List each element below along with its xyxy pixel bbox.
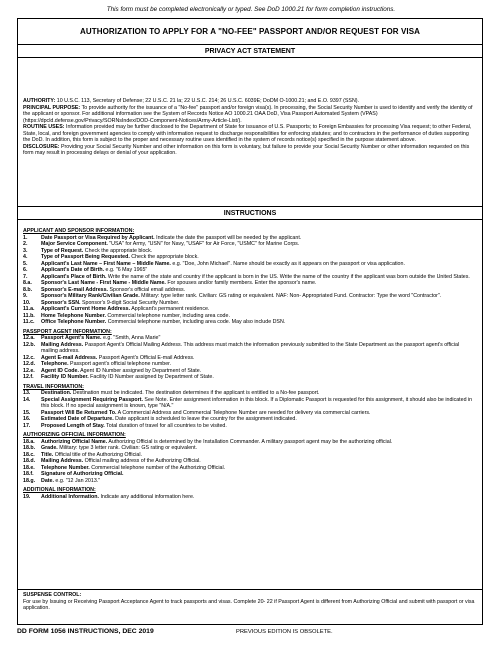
instruction-item-label: Mailing Address. (41, 458, 84, 464)
instruction-item-label: Date. (41, 477, 54, 484)
instructions-body (18, 220, 482, 590)
instruction-item-text: Commercial telephone number of the Authorizing Official. (89, 464, 226, 471)
instruction-item-label: Home Telephone Number. (41, 312, 106, 319)
instruction-item-label: Agent E-mail Address. (41, 354, 98, 361)
instruction-section-title: PASSPORT AGENT INFORMATION: (23, 328, 112, 335)
instruction-item (23, 423, 477, 430)
instruction-section-title: TRAVEL INFORMATION: (23, 383, 84, 390)
instruction-item-text: Check the appropriate block. (83, 247, 153, 254)
instruction-item-number: 2. (23, 241, 28, 247)
suspense-control (18, 590, 482, 614)
instruction-item-text: Authorizing Official is determined by the Installation Commander. A military passport agent may be the authorizing official. (107, 438, 393, 445)
instruction-item-label: Applicant's Place of Birth. (41, 273, 107, 280)
form-completion-note: This form must be completed electronically or typed. See DoD 1000.21 for form completion instructions. (106, 6, 396, 13)
instruction-section-title: AUTHORIZING OFFICIAL INFORMATION: (23, 432, 126, 438)
instructions-heading: INSTRUCTIONS (18, 207, 482, 220)
instruction-item-text: Passport Agent's Official Mailing Address. This address must match the information previously submitted to the State Department as the passport agent's official mailing address. (41, 341, 460, 354)
instruction-item-number: 8.a. (23, 280, 32, 286)
instruction-item-label: Estimated Date of Departure. (41, 416, 114, 422)
instruction-item-text: Sponsor's 9-digit Social Security Number. (80, 299, 180, 306)
instruction-item-number: 15. (23, 409, 31, 416)
instruction-item-label: Applicant's Last Name – First Name – Middle Name. (41, 260, 171, 267)
instruction-item-number: 8.b. (23, 286, 33, 293)
suspense-control-title: SUSPENSE CONTROL: (23, 592, 82, 598)
instruction-item-label: Authorizing Official Name. (41, 438, 108, 445)
instruction-item-number: 18.d. (23, 458, 36, 464)
instruction-item-text: Write the name of the state and country if the applicant is born in the US. Write the name of the country if the applicant was born outside the United States. (106, 273, 470, 280)
instruction-item-text: Passport Agent's Official E-mail Address. (97, 354, 195, 361)
instruction-item-text: Indicate the date the passport will be needed by the applicant. (154, 234, 302, 241)
instruction-item-text: Official mailing address of the Authorizing Official. (83, 458, 201, 464)
instruction-item-number: 19. (23, 493, 31, 500)
instruction-item-label: Major Service Component. (41, 241, 108, 247)
instruction-item-text: For spouses and/or family members. Enter the sponsor's name. (165, 280, 317, 286)
instruction-item-content (41, 397, 477, 410)
instruction-item-number: 11.c. (23, 319, 35, 325)
instruction-item-number: 6. (23, 267, 28, 273)
instruction-item-text: Sponsor's official email address. (108, 286, 186, 293)
instruction-item-text: Passport agent's official telephone number. (68, 361, 172, 367)
instruction-item-text: e.g. "12 Jan 2013." (53, 477, 101, 484)
instruction-item-number: 18.c. (23, 451, 35, 458)
disclosure-label: DISCLOSURE: (23, 143, 60, 150)
instruction-item-number: 12.b. (23, 341, 36, 348)
instruction-item-label: Special Assignment Requiring Passport. (41, 396, 143, 403)
form-frame (17, 18, 483, 625)
instruction-item-label: Grade. (41, 445, 58, 451)
instruction-item-text: Commercial telephone number, including area code. (105, 312, 230, 319)
routine-uses-paragraph (23, 124, 477, 144)
instruction-item-label: Destination. (41, 390, 72, 396)
instruction-item-label: Type of Request. (41, 247, 84, 254)
instruction-item-label: Office Telephone Number. (41, 319, 107, 325)
instruction-item-number: 12.f. (23, 374, 34, 380)
instruction-item-text: See Note. Enter assignment information in this block. If a Diplomatic Passport is requested for this assignment, it should also be indicated in this block. If no special assignment is known, type "N/A." (41, 396, 473, 409)
instruction-item-number: 11.b. (23, 312, 35, 319)
instruction-item (23, 319, 477, 326)
instruction-item-label: Proposed Length of Stay. (41, 422, 105, 429)
instruction-item-text: Check the appropriate block. (129, 254, 199, 260)
instruction-item-label: Sponsor's SSN. (41, 299, 81, 306)
instruction-item-number: 18.e. (23, 464, 35, 471)
instruction-item-content (41, 423, 477, 430)
instruction-item-number: 18.g. (23, 477, 36, 484)
instruction-item-label: Facility ID Number. (41, 374, 89, 380)
instruction-item-label: Title. (41, 451, 54, 458)
instruction-item (23, 397, 477, 410)
instruction-item-label: Telephone Number. (41, 464, 90, 471)
instruction-item-label: Additional Information. (41, 493, 99, 500)
instruction-item-content (41, 478, 477, 485)
principal-purpose-text: To provide authority for the issuance of a "No-fee" passport and/or foreign visa(s). In processing, the Social Security Number is used to identify and verify the identity of the applicant or sponsor. For additional information see the System of Records Notice AO 1000.21 OAA DoD, Visa Passport Automated System (VPAS) (https://dpcld.defense.gov/Privacy/SORNsIndex/DOD-Component-Notices/Army-Article-List/). (23, 104, 473, 124)
instruction-item-number: 12.a. (23, 335, 35, 341)
instruction-item-text: Military: type 3 letter rank. Civilian: GS rating or equivalent. (57, 445, 198, 451)
instruction-item (23, 342, 477, 355)
instruction-item-label: Applicant's Current Home Address. (41, 306, 131, 312)
instruction-item-text: "USA" for Army, "USN" for Navy, "USAF" for Air Force, "USMC" for Marine Corps. (107, 241, 300, 247)
instruction-item-label: Mailing Address. (41, 341, 84, 348)
instruction-section-title: APPLICANT AND SPONSOR INFORMATION: (23, 228, 135, 234)
instruction-item-number: 11.a. (23, 306, 35, 312)
privacy-act-heading: PRIVACY ACT STATEMENT (18, 45, 482, 58)
instruction-item (23, 374, 477, 381)
instruction-item-number: 14. (23, 396, 31, 403)
instruction-item-label: Type of Passport Being Requested. (41, 254, 130, 260)
routine-uses-label: ROUTINE USES: (23, 124, 65, 130)
suspense-control-text: For use by Issuing or Receiving Passport Acceptance Agent to track passports and visas. Complete 20- 22 if Passport Agent is different from Authorizing Official and submit with passport or visa application. (23, 598, 475, 611)
routine-uses-text: Information provided may be further disclosed to the Department of State for issuance of U.S. Passports; to Foreign Embassies for processing Visa request; to other Federal, State, local, and foreign government agencies to comply with information request to discharge responsibilities for enforcing statutes; and to contractors in the performance of duties supporting the DoD. In addition, this form is subject to the proper and necessary routine uses identified in the system of records notice(s) specified in the purpose statement above. (23, 124, 472, 143)
instruction-item-text: Total duration of travel for all countries to be visited. (104, 422, 227, 429)
instruction-item-text: Facility ID Number assigned by Department of State. (88, 374, 214, 380)
instruction-item-label: Agent ID Code. (41, 367, 79, 374)
edition-note: PREVIOUS EDITION IS OBSOLETE. (236, 629, 333, 635)
instruction-item-number: 18.b. (23, 445, 36, 451)
form-id: DD FORM 1056 INSTRUCTIONS, DEC 2019 (17, 628, 154, 635)
instruction-item-number: 1. (23, 234, 28, 241)
instruction-item-number: 13. (23, 390, 31, 396)
instruction-item-text: e.g. "Smith, Anna Marie" (101, 335, 161, 341)
instruction-item-number: 16. (23, 416, 31, 422)
disclosure-paragraph (23, 144, 477, 157)
authority-label: AUTHORITY: (23, 98, 56, 104)
form-title: AUTHORIZATION TO APPLY FOR A "NO-FEE" PASSPORT AND/OR REQUEST FOR VISA (18, 19, 482, 45)
instruction-item-content (41, 494, 477, 501)
instruction-item-text: e.g. "6 May 1965" (104, 267, 148, 273)
instruction-item-number: 3. (23, 247, 28, 254)
instruction-item-number: 17. (23, 422, 31, 429)
principal-purpose-label: PRINCIPAL PURPOSE: (23, 104, 81, 111)
instruction-item-text: A Commercial Address and Commercial Telephone Number are needed for delivery via commercial carriers. (116, 409, 371, 416)
instruction-item-number: 9. (23, 293, 28, 299)
instruction-item-number: 5. (23, 260, 28, 267)
instruction-item-label: Passport Agent's Name. (41, 335, 102, 341)
authority-text: 10 U.S.C. 113, Secretary of Defense; 22 U.S.C. 21 la; 22 U.S.C. 214; 26 U.S.C. 6039E; DoDM O-1000.21; and E.O. 9397 (SSN). (55, 98, 360, 104)
instruction-item-number: 18.a. (23, 438, 35, 445)
instruction-item-number: 12.d. (23, 361, 36, 367)
instruction-item-label: Sponsor's Military Rank/Civilian Grade. (41, 293, 140, 299)
instruction-item (23, 478, 477, 485)
instruction-item-label: Applicant's Date of Birth. (41, 267, 105, 273)
instruction-item-label: Sponsor's Last Name - First Name - Middle Name. (41, 280, 166, 286)
instruction-item-number: 10. (23, 299, 31, 306)
instruction-item (23, 494, 477, 501)
instruction-item-number: 12.c. (23, 354, 35, 361)
instruction-item-text: Date applicant is scheduled to leave the country for the assignment indicated. (113, 416, 297, 422)
instruction-item-text: Agent ID Number assigned by Department of State. (78, 367, 202, 374)
instruction-item-text: e.g. "Doe, John Michael". Name should be exactly as it appears on the passport or visa application. (170, 260, 405, 267)
disclosure-text: Providing your Social Security Number and other information on this form is voluntary, but failure to provide your Social Security Number or other information requested on this form may result in processing delays or denial of your application. (23, 143, 470, 156)
instruction-item-number: 12.e. (23, 367, 35, 374)
instruction-item-number: 18.f. (23, 471, 34, 477)
principal-purpose-paragraph (23, 105, 477, 125)
instruction-item-label: Telephone. (41, 361, 69, 367)
instruction-item-text: Applicant's permanent residence. (130, 306, 210, 312)
instruction-item-content (41, 374, 477, 381)
instruction-item-label: Passport Will Be Returned To. (41, 409, 117, 416)
instruction-section-title: ADDITIONAL INFORMATION: (23, 487, 96, 493)
instruction-item-text: Official title of the Authorizing Official. (53, 451, 142, 458)
instruction-item-content (41, 342, 477, 355)
privacy-act-statement (18, 58, 482, 207)
instruction-item-text: Commercial telephone number, including area code. May also include DSN. (106, 319, 286, 325)
instruction-item-label: Signature of Authorizing Official. (41, 471, 124, 477)
instruction-item-number: 7. (23, 273, 28, 280)
instruction-item-text: Military: type letter rank. Civilian: GS rating or equivalent. NAF: Non- Appropriated Fund. Contractor: Type the word "Contractor". (139, 293, 442, 299)
instruction-item-label: Date Passport or Visa Required by Applicant. (41, 234, 155, 241)
instruction-item-number: 4. (23, 254, 28, 260)
instruction-item-label: Sponsor's E-mail Address. (41, 286, 108, 293)
instruction-item-content (41, 319, 477, 326)
instruction-item-text: Destination must be indicated. The destination determines if the applicant is entitled to a No-fee passport. (71, 390, 320, 396)
instruction-item-text: Indicate any additional information here. (98, 493, 195, 500)
